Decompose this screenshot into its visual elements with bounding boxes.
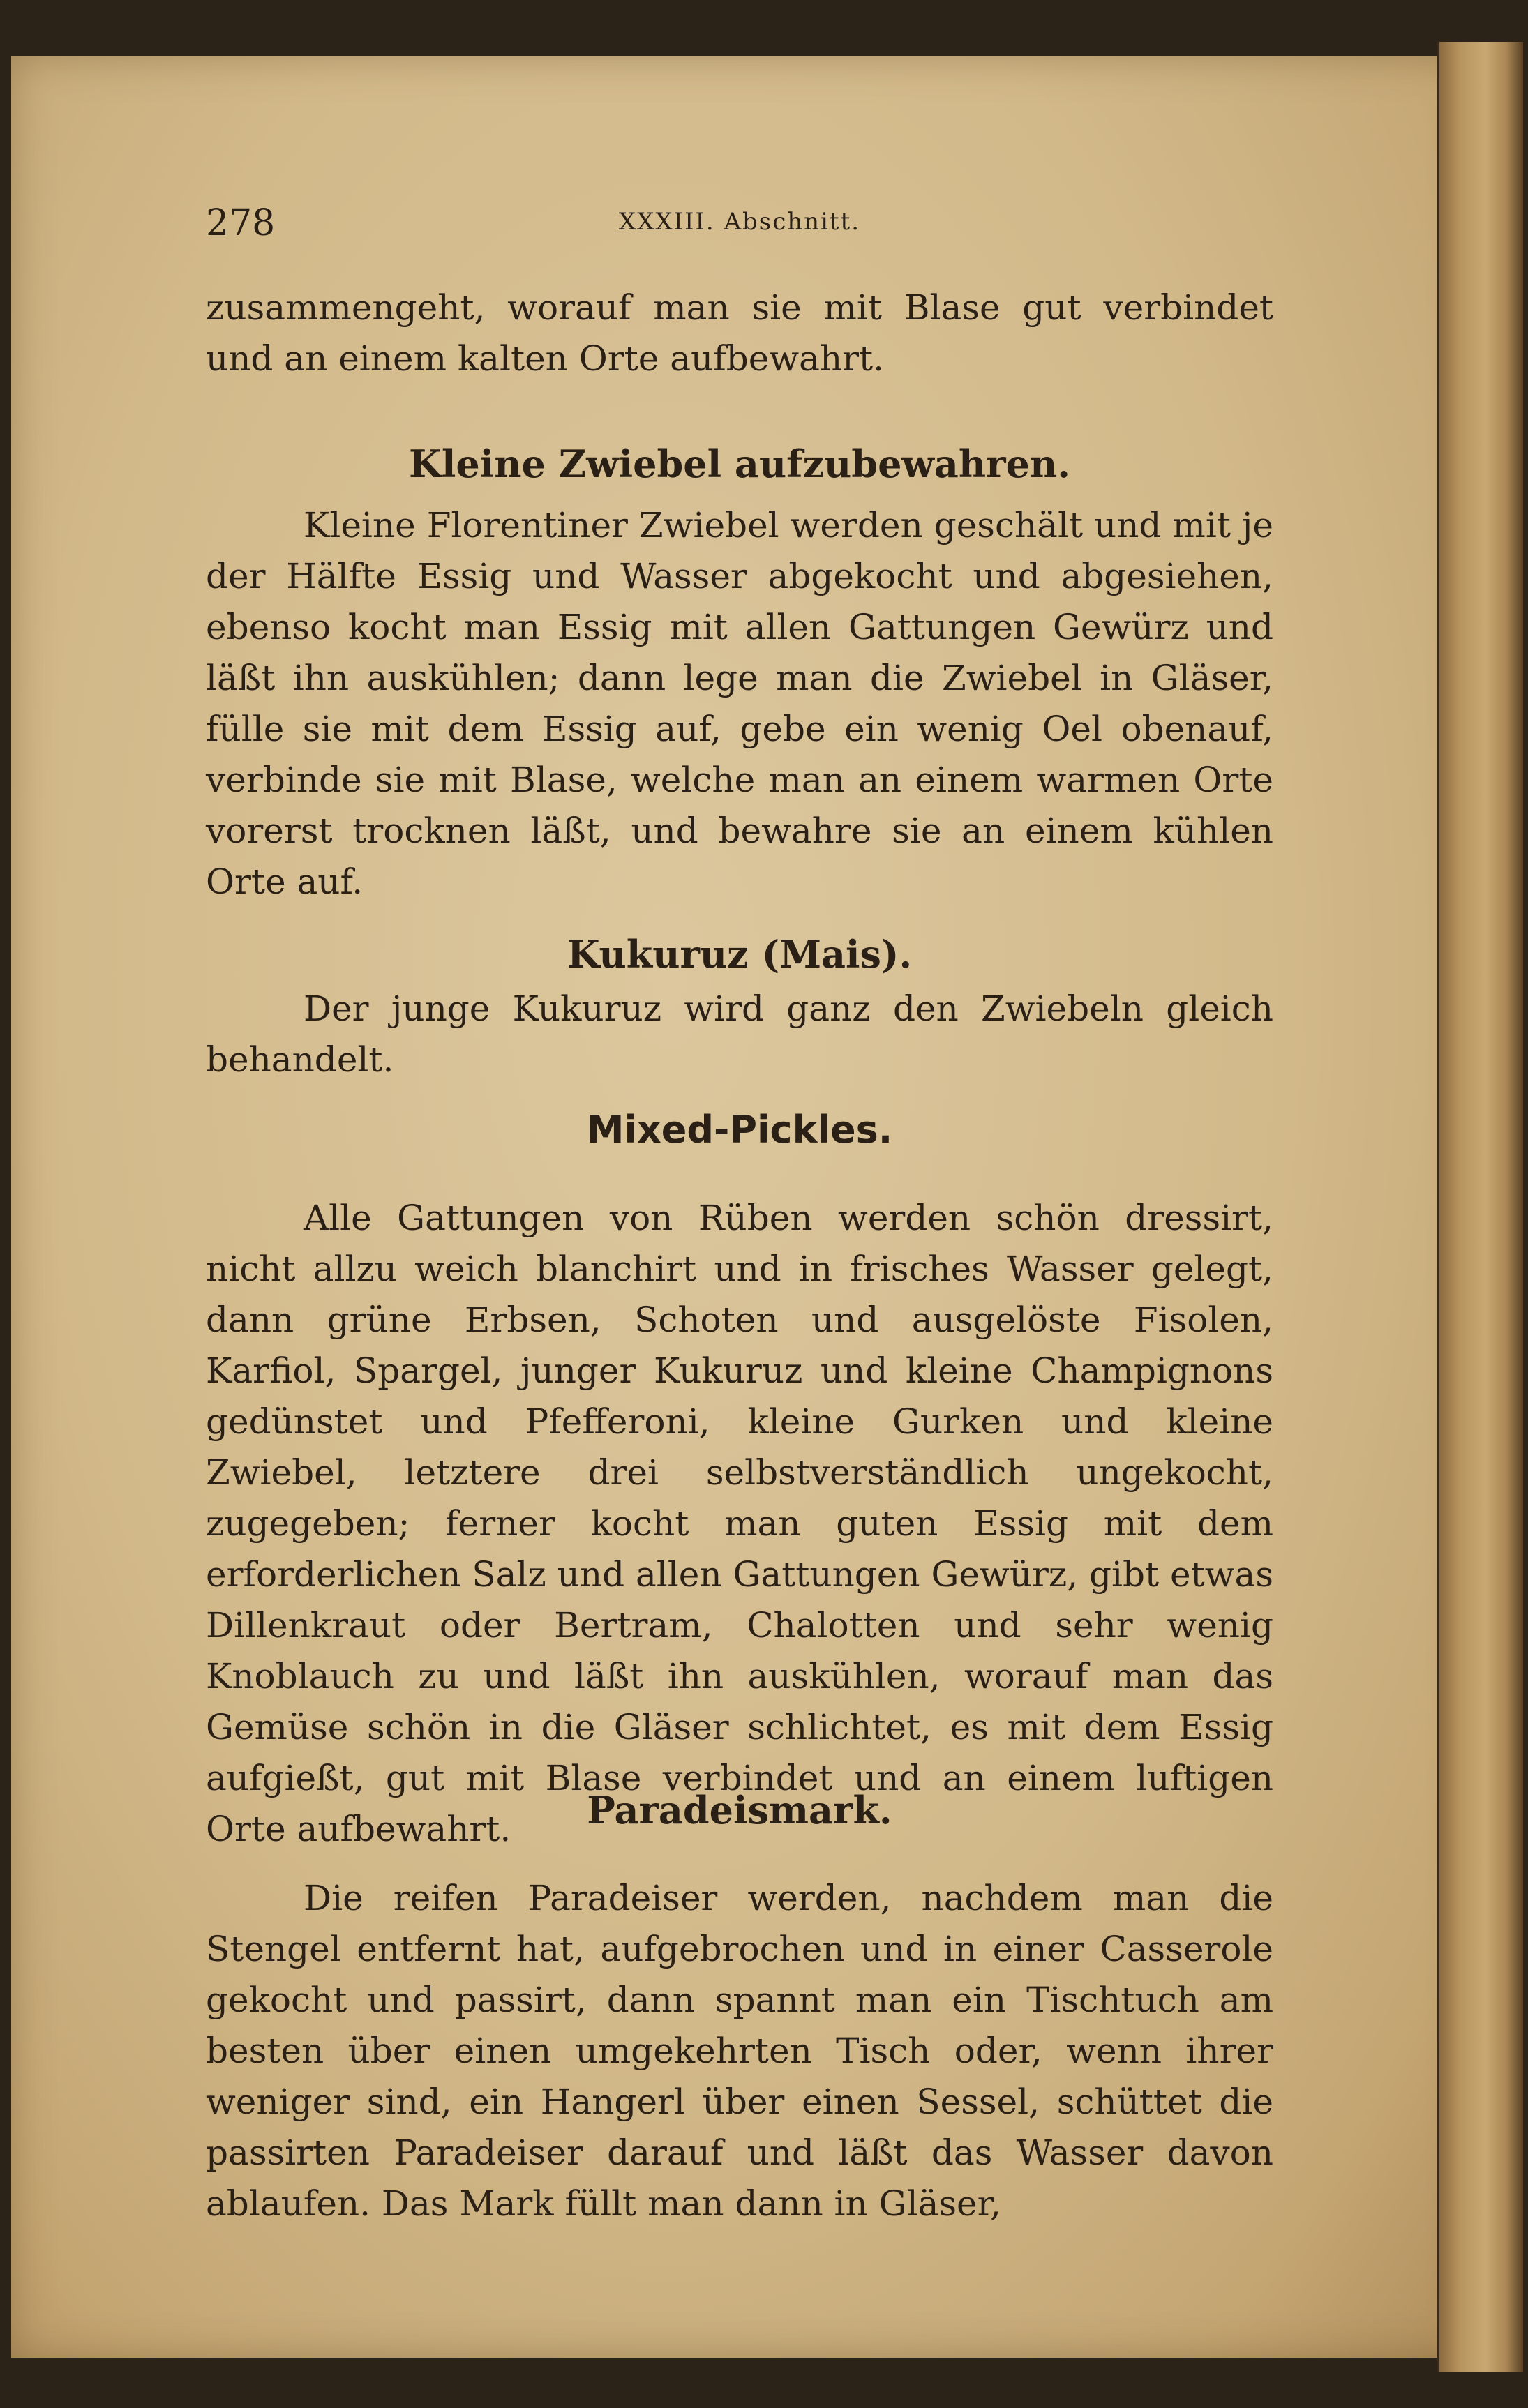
section-heading: Paradeismark. <box>587 1788 892 1833</box>
intro-paragraph: zusammengeht, worauf man sie mit Blase gut verbindet und an einem kalten Orte aufbewahrt. <box>206 287 1273 379</box>
section-heading: Mixed-Pickles. <box>586 1108 893 1152</box>
section-body: Der junge Kukuruz wird ganz den Zwiebeln gleich behandelt. <box>206 988 1273 1080</box>
section-heading: Kukuruz (Mais). <box>567 932 913 977</box>
intro-block <box>206 283 1273 384</box>
section-kukuruz <box>206 926 1273 1085</box>
section-paradeismark <box>206 1782 1273 2229</box>
page-number: 278 <box>206 202 276 244</box>
running-head: XXXIII. Abschnitt. <box>618 208 861 236</box>
section-body: Alle Gattungen von Rüben werden schön dressirt, nicht allzu weich blanchirt und in frisches Wasser gelegt, dann grüne Erbsen, Schoten und ausgelöste Fisolen, Karfiol, Spargel, junger Kukuruz und kleine Champignons gedünstet und Pfefferoni, kleine Gurken und kleine Zwiebel, letztere drei selbstverständlich ungekocht, zugegeben; ferner kocht man guten Essig mit dem erforderlichen Salz und allen Gattungen Gewürz, gibt etwas Dillenkraut oder Bertram, Chalotten und sehr wenig Knoblauch zu und läßt ihn auskühlen, worauf man das Gemüse schön in die Gläser schlichtet, es mit dem Essig aufgießt, gut mit Blase verbindet und an einem luftigen Orte aufbewahrt. <box>206 1198 1273 1849</box>
page-header <box>206 195 1273 251</box>
section-body: Die reifen Paradeiser werden, nachdem man die Stengel entfernt hat, aufgebrochen und in einer Casserole gekocht und passirt, dann spannt man ein Tischtuch am besten über einen umgekehrten Tisch oder, wenn ihrer weniger sind, ein Hangerl über einen Sessel, schüttet die passirten Paradeiser darauf und läßt das Wasser davon ablaufen. Das Mark füllt man dann in Gläser, <box>206 1878 1273 2224</box>
book-spine <box>1437 42 1523 2372</box>
section-mixed-pickles <box>206 1102 1273 1855</box>
section-kleine-zwiebel <box>206 436 1273 908</box>
section-body: Kleine Florentiner Zwiebel werden geschält und mit je der Hälfte Essig und Wasser abgekocht und abgesiehen, ebenso kocht man Essig mit allen Gattungen Gewürz und läßt ihn auskühlen; dann lege man die Zwiebel in Gläser, fülle sie mit dem Essig auf, gebe ein wenig Oel obenauf, verbinde sie mit Blase, welche man an einem warmen Orte vorerst trocknen läßt, und bewahre sie an einem kühlen Orte auf. <box>206 505 1273 902</box>
section-heading: Kleine Zwiebel aufzubewahren. <box>408 442 1071 486</box>
